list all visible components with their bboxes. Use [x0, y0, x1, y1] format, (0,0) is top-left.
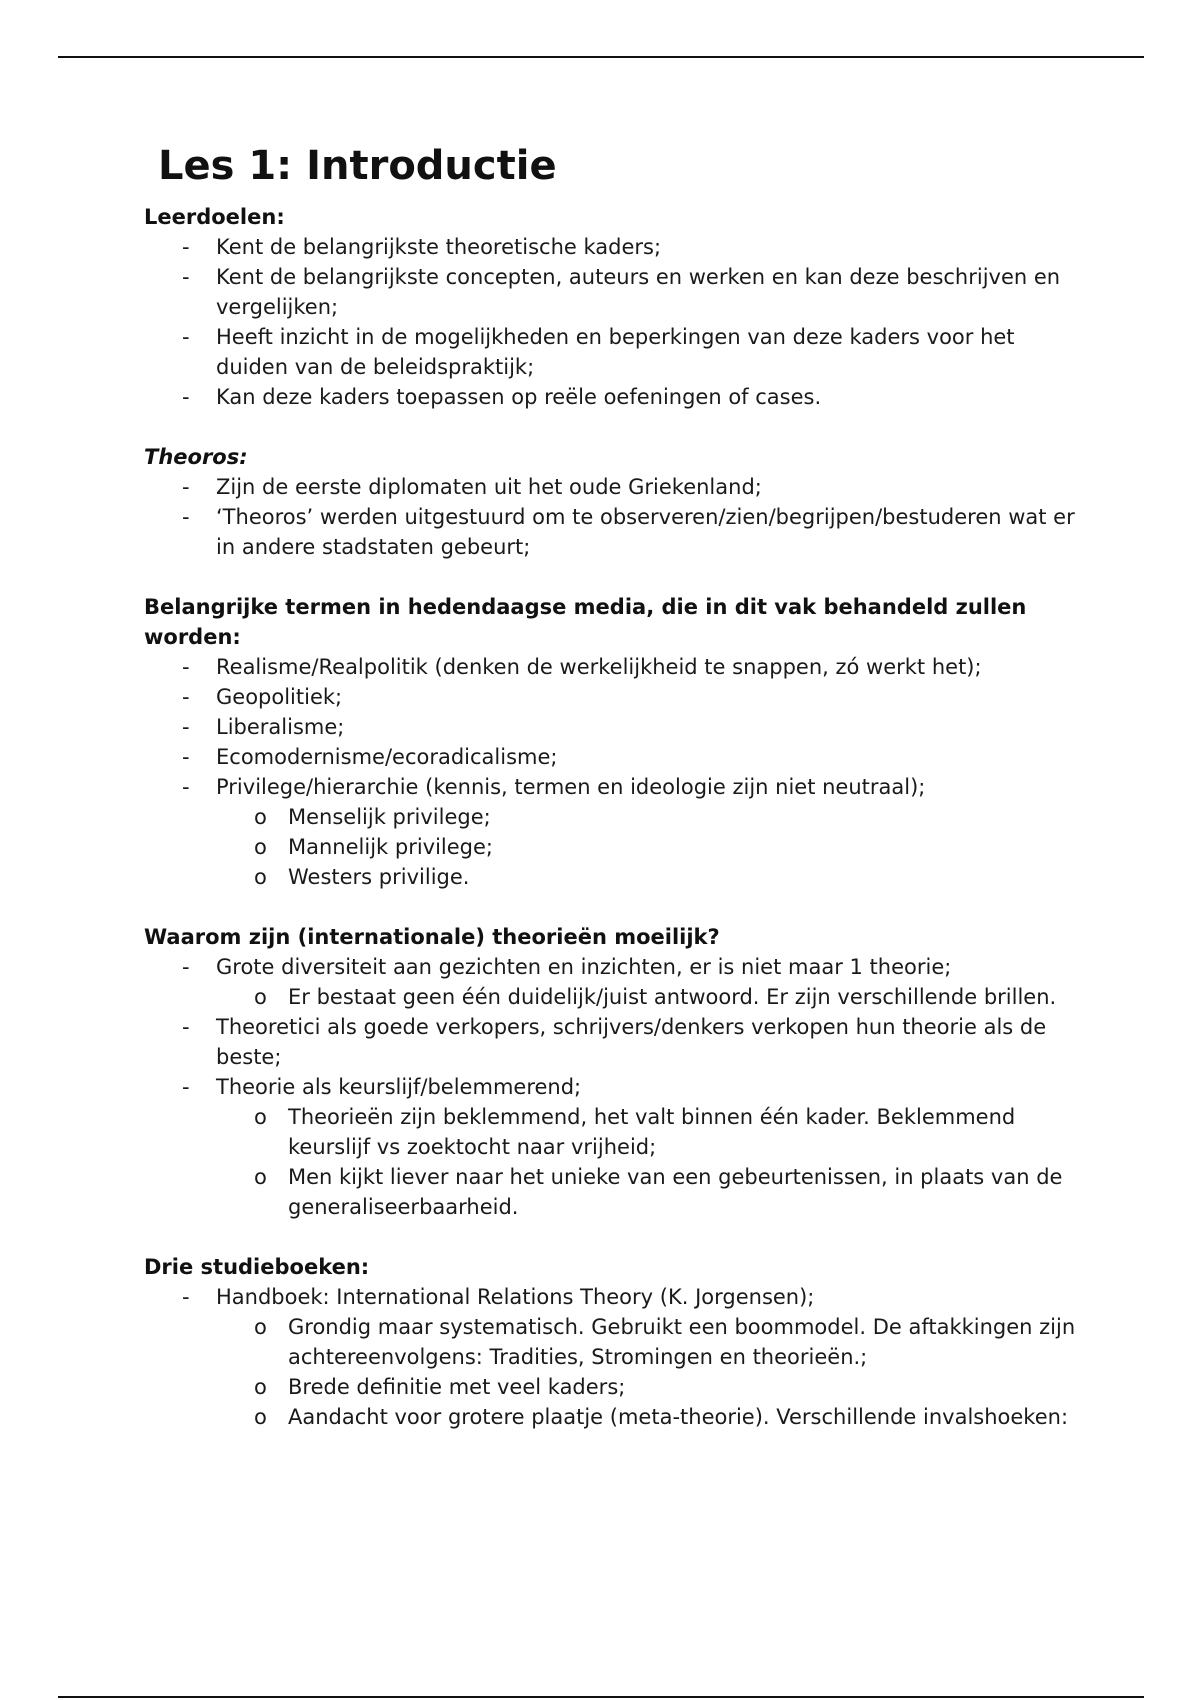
dash-bullet-icon: - — [182, 385, 190, 409]
list-item-text: Ecomodernisme/ecoradicalisme; — [216, 745, 558, 769]
circle-bullet-icon: o — [254, 1405, 267, 1429]
list-item-text: Kent de belangrijkste theoretische kaders; — [216, 235, 662, 259]
dash-bullet-icon: - — [182, 655, 190, 679]
circle-bullet-icon: o — [254, 1105, 267, 1129]
list-item — [144, 772, 1084, 802]
section — [144, 1252, 1084, 1432]
list-item-text: Heeft inzicht in de mogelijkheden en beperkingen van deze kaders voor het duiden van de beleidspraktijk; — [216, 325, 1015, 379]
section — [144, 202, 1084, 412]
sub-list-item-text: Er bestaat geen één duidelijk/juist antwoord. Er zijn verschillende brillen. — [288, 985, 1057, 1009]
dash-bullet-icon: - — [182, 265, 190, 289]
dash-bullet-icon: - — [182, 715, 190, 739]
list-item — [144, 952, 1084, 982]
circle-bullet-icon: o — [254, 1315, 267, 1339]
dash-bullet-icon: - — [182, 685, 190, 709]
list-item-text: Theoretici als goede verkopers, schrijvers/denkers verkopen hun theorie als de beste; — [216, 1015, 1047, 1069]
list-item-text: Kent de belangrijkste concepten, auteurs en werken en kan deze beschrijven en vergelijken; — [216, 265, 1061, 319]
dash-bullet-icon: - — [182, 775, 190, 799]
sub-list-item — [144, 1372, 1084, 1402]
page-title: Les 1: Introductie — [158, 143, 557, 189]
top-rule — [58, 56, 1144, 58]
list-item — [144, 742, 1084, 772]
dash-bullet-icon: - — [182, 235, 190, 259]
sub-list-item-text: Brede definitie met veel kaders; — [288, 1375, 626, 1399]
section — [144, 922, 1084, 1222]
list-item-text: Geopolitiek; — [216, 685, 343, 709]
section — [144, 592, 1084, 892]
list-item-text: ‘Theoros’ werden uitgestuurd om te observeren/zien/begrijpen/bestuderen wat er in andere stadstaten gebeurt; — [216, 505, 1075, 559]
circle-bullet-icon: o — [254, 835, 267, 859]
list-item-text: Realisme/Realpolitik (denken de werkelijkheid te snappen, zó werkt het); — [216, 655, 982, 679]
document-body — [144, 140, 1084, 1462]
list-item — [144, 1012, 1084, 1072]
circle-bullet-icon: o — [254, 805, 267, 829]
list-item — [144, 502, 1084, 562]
circle-bullet-icon: o — [254, 865, 267, 889]
sub-list-item — [144, 802, 1084, 832]
section-heading: Waarom zijn (internationale) theorieën moeilijk? — [144, 925, 720, 949]
list-item — [144, 322, 1084, 382]
sub-list-item — [144, 1102, 1084, 1162]
sub-list-item — [144, 1162, 1084, 1222]
list-item — [144, 1282, 1084, 1312]
circle-bullet-icon: o — [254, 985, 267, 1009]
sub-list-item-text: Westers privilige. — [288, 865, 470, 889]
section-heading: Leerdoelen: — [144, 205, 285, 229]
sub-list-item — [144, 862, 1084, 892]
list-item-text: Grote diversiteit aan gezichten en inzichten, er is niet maar 1 theorie; — [216, 955, 952, 979]
list-item-text: Liberalisme; — [216, 715, 345, 739]
sub-list-item-text: Theorieën zijn beklemmend, het valt binnen één kader. Beklemmend keurslijf vs zoektocht naar vrijheid; — [288, 1105, 1016, 1159]
sub-list-item-text: Grondig maar systematisch. Gebruikt een boommodel. De aftakkingen zijn achtereenvolgens: Tradities, Stromingen en theorieën.; — [288, 1315, 1076, 1369]
sub-list-item — [144, 1312, 1084, 1372]
list-item — [144, 1072, 1084, 1102]
bottom-rule — [58, 1696, 1144, 1698]
list-item-text: Handboek: International Relations Theory (K. Jorgensen); — [216, 1285, 815, 1309]
list-item-text: Zijn de eerste diplomaten uit het oude Griekenland; — [216, 475, 762, 499]
dash-bullet-icon: - — [182, 325, 190, 349]
sub-list-item — [144, 832, 1084, 862]
dash-bullet-icon: - — [182, 475, 190, 499]
list-item-text: Privilege/hierarchie (kennis, termen en ideologie zijn niet neutraal); — [216, 775, 926, 799]
sub-list-item-text: Men kijkt liever naar het unieke van een gebeurtenissen, in plaats van de generaliseerbaarheid. — [288, 1165, 1063, 1219]
dash-bullet-icon: - — [182, 955, 190, 979]
dash-bullet-icon: - — [182, 1015, 190, 1039]
dash-bullet-icon: - — [182, 745, 190, 769]
list-item — [144, 232, 1084, 262]
section-heading: Drie studieboeken: — [144, 1255, 370, 1279]
list-item-text: Theorie als keurslijf/belemmerend; — [216, 1075, 582, 1099]
list-item — [144, 652, 1084, 682]
list-item — [144, 712, 1084, 742]
section — [144, 442, 1084, 562]
section-heading: Theoros: — [144, 445, 248, 469]
section-heading: Belangrijke termen in hedendaagse media, die in dit vak behandeld zullen worden: — [144, 595, 1027, 649]
dash-bullet-icon: - — [182, 1075, 190, 1099]
list-item — [144, 682, 1084, 712]
sub-list-item-text: Menselijk privilege; — [288, 805, 491, 829]
circle-bullet-icon: o — [254, 1165, 267, 1189]
sub-list-item-text: Aandacht voor grotere plaatje (meta-theorie). Verschillende invalshoeken: — [288, 1405, 1069, 1429]
sub-list-item — [144, 982, 1084, 1012]
list-item — [144, 262, 1084, 322]
circle-bullet-icon: o — [254, 1375, 267, 1399]
list-item — [144, 382, 1084, 412]
dash-bullet-icon: - — [182, 1285, 190, 1309]
sub-list-item — [144, 1402, 1084, 1432]
list-item-text: Kan deze kaders toepassen op reële oefeningen of cases. — [216, 385, 822, 409]
sections-container — [144, 202, 1084, 1432]
dash-bullet-icon: - — [182, 505, 190, 529]
list-item — [144, 472, 1084, 502]
sub-list-item-text: Mannelijk privilege; — [288, 835, 494, 859]
